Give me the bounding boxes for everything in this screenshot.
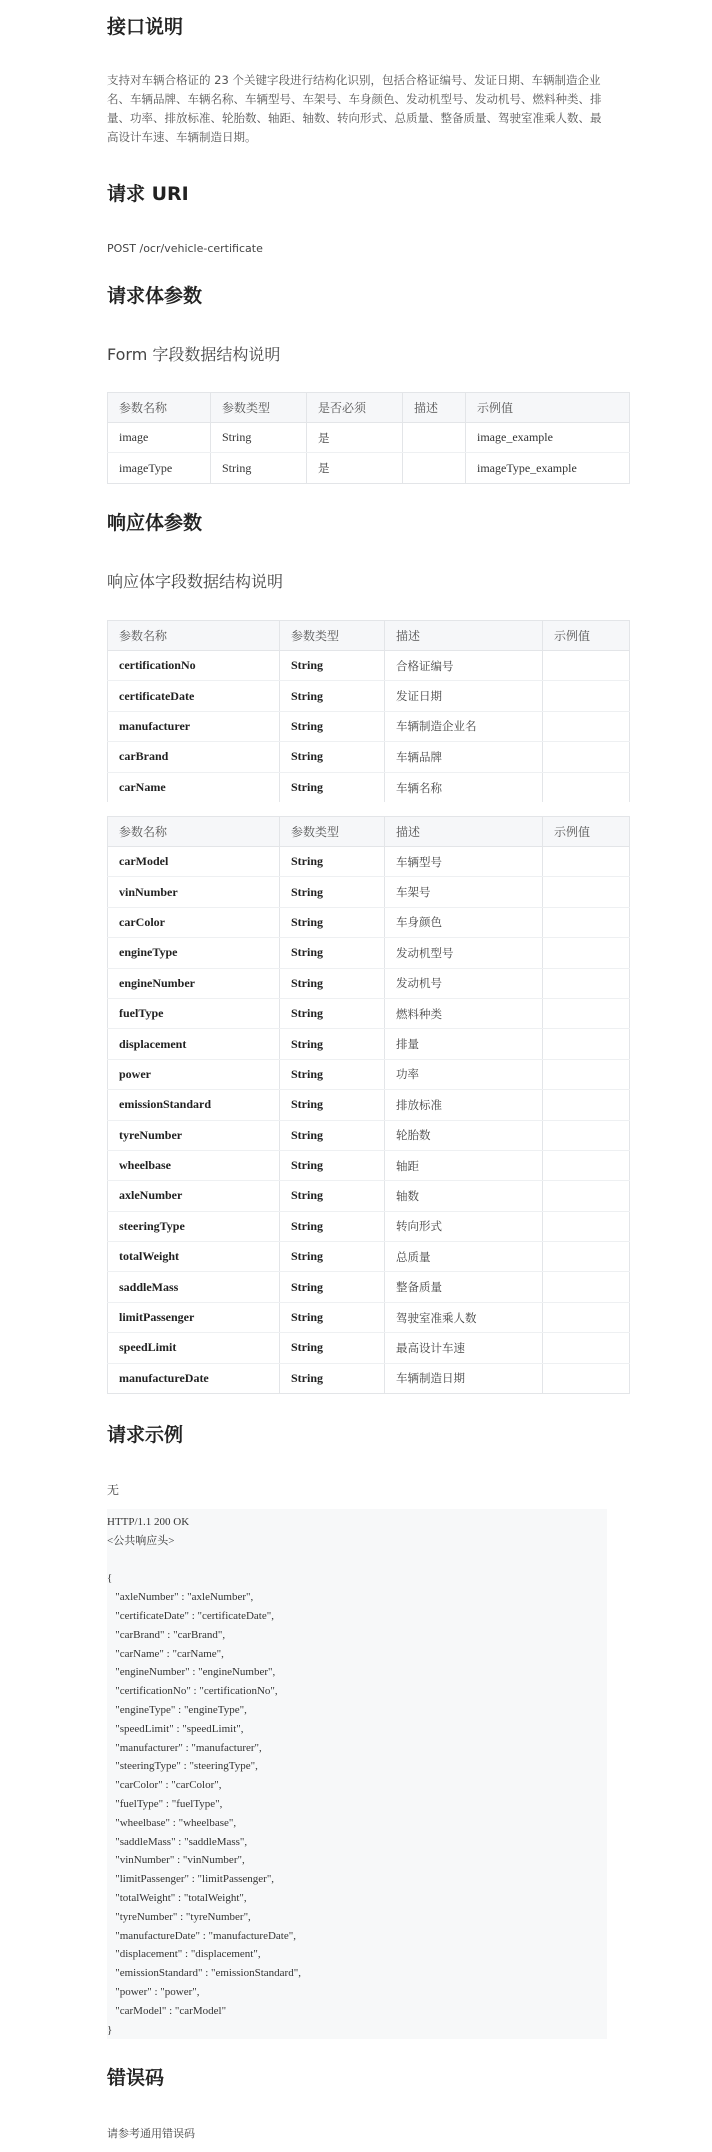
code-line: "steeringType" : "steeringType", <box>107 1760 258 1773</box>
code-line: "carBrand" : "carBrand", <box>107 1628 226 1641</box>
table-cell: String <box>280 1029 385 1059</box>
table-cell: 最高设计车速 <box>385 1333 543 1363</box>
resp2-header-example: 示例值 <box>543 817 630 847</box>
code-line: "carName" : "carName", <box>107 1647 224 1660</box>
table-cell: 车辆型号 <box>385 847 543 877</box>
table-row <box>108 1120 630 1150</box>
response-table-part2 <box>107 816 630 1394</box>
code-line: "wheelbase" : "wheelbase", <box>107 1816 237 1829</box>
code-line: "carModel" : "carModel" <box>107 2004 227 2017</box>
table-cell: steeringType <box>108 1211 280 1241</box>
table-cell: String <box>280 651 385 681</box>
table-cell: 是 <box>307 423 403 453</box>
table-cell: String <box>280 1181 385 1211</box>
table-cell: engineType <box>108 938 280 968</box>
table-cell: 车身颜色 <box>385 907 543 937</box>
table-row <box>108 711 630 741</box>
table-cell: 发证日期 <box>385 681 543 711</box>
uri-title: 请求 URI <box>107 183 189 205</box>
resp1-header-example: 示例值 <box>543 621 630 651</box>
table-cell: 车辆名称 <box>385 772 543 802</box>
table-cell: 是 <box>307 453 403 483</box>
table-cell: fuelType <box>108 998 280 1028</box>
table-row <box>108 1242 630 1272</box>
table-cell: 轮胎数 <box>385 1120 543 1150</box>
table-cell <box>543 968 630 998</box>
table-cell <box>543 1211 630 1241</box>
table-row <box>108 742 630 772</box>
table-cell: 车辆品牌 <box>385 742 543 772</box>
table-row <box>108 1211 630 1241</box>
table-cell <box>543 1059 630 1089</box>
table-cell: power <box>108 1059 280 1089</box>
response-subtitle: 响应体字段数据结构说明 <box>107 572 284 591</box>
form-table-header <box>108 393 630 423</box>
error-code-title: 错误码 <box>107 2067 165 2089</box>
table-cell: String <box>280 681 385 711</box>
table-cell <box>543 1333 630 1363</box>
table-row <box>108 1029 630 1059</box>
table-cell: 燃料种类 <box>385 998 543 1028</box>
table-cell: 合格证编号 <box>385 651 543 681</box>
table-cell: String <box>280 772 385 802</box>
table-cell <box>543 847 630 877</box>
table-cell: 转向形式 <box>385 1211 543 1241</box>
table-row <box>108 847 630 877</box>
code-line: "axleNumber" : "axleNumber", <box>107 1591 254 1604</box>
table-row <box>108 681 630 711</box>
code-line: "vinNumber" : "vinNumber", <box>107 1854 245 1867</box>
table-cell <box>543 1181 630 1211</box>
table-cell: 车架号 <box>385 877 543 907</box>
form-header-type: 参数类型 <box>211 393 307 423</box>
request-body-title: 请求体参数 <box>107 285 203 307</box>
table-cell: String <box>280 1242 385 1272</box>
request-example-title: 请求示例 <box>107 1424 184 1446</box>
table-cell: speedLimit <box>108 1333 280 1363</box>
response-body-title: 响应体参数 <box>107 512 203 534</box>
table-cell: String <box>280 1150 385 1180</box>
request-example-value: 无 <box>107 1483 120 1497</box>
code-line: "power" : "power", <box>107 1985 200 1998</box>
table-cell: vinNumber <box>108 877 280 907</box>
table-cell: carColor <box>108 907 280 937</box>
table-cell: tyreNumber <box>108 1120 280 1150</box>
table-cell: 车辆制造日期 <box>385 1363 543 1393</box>
table-cell <box>543 651 630 681</box>
table-cell: String <box>280 1090 385 1120</box>
response-example-code <box>107 1509 607 2039</box>
table-row <box>108 907 630 937</box>
table-cell: imageType_example <box>466 453 630 483</box>
table-cell: totalWeight <box>108 1242 280 1272</box>
table-cell: 排放标准 <box>385 1090 543 1120</box>
table-cell: 轴距 <box>385 1150 543 1180</box>
form-subtitle: Form 字段数据结构说明 <box>107 345 281 364</box>
uri-value: POST /ocr/vehicle-certificate <box>107 242 263 255</box>
table-cell: String <box>280 1363 385 1393</box>
table-cell: String <box>280 1211 385 1241</box>
table-cell <box>543 742 630 772</box>
resp2-header-type: 参数类型 <box>280 817 385 847</box>
code-line: "certificateDate" : "certificateDate", <box>107 1609 274 1622</box>
code-line: "limitPassenger" : "limitPassenger", <box>107 1873 275 1886</box>
table-cell: String <box>280 1333 385 1363</box>
table-cell <box>543 907 630 937</box>
table-cell: String <box>280 907 385 937</box>
resp1-table-header <box>108 621 630 651</box>
code-line: "manufacturer" : "manufacturer", <box>107 1741 262 1754</box>
code-line: "displacement" : "displacement", <box>107 1948 261 1961</box>
table-row <box>108 1333 630 1363</box>
table-cell: 驾驶室准乘人数 <box>385 1302 543 1332</box>
table-cell <box>543 1242 630 1272</box>
resp2-header-name: 参数名称 <box>108 817 280 847</box>
table-cell <box>543 938 630 968</box>
table-cell: certificationNo <box>108 651 280 681</box>
resp2-table-header <box>108 817 630 847</box>
table-cell: emissionStandard <box>108 1090 280 1120</box>
table-cell: 轴数 <box>385 1181 543 1211</box>
code-line: } <box>107 2023 113 2036</box>
code-line: "engineType" : "engineType", <box>107 1703 247 1716</box>
table-cell: carModel <box>108 847 280 877</box>
resp1-header-desc: 描述 <box>385 621 543 651</box>
table-cell <box>543 681 630 711</box>
table-cell: 整备质量 <box>385 1272 543 1302</box>
form-header-name: 参数名称 <box>108 393 211 423</box>
table-row <box>108 968 630 998</box>
table-cell: manufacturer <box>108 711 280 741</box>
table-cell: 车辆制造企业名 <box>385 711 543 741</box>
table-cell <box>543 998 630 1028</box>
table-cell: String <box>280 1272 385 1302</box>
table-cell: String <box>280 847 385 877</box>
table-row <box>108 1272 630 1302</box>
code-line: "speedLimit" : "speedLimit", <box>107 1722 244 1735</box>
table-cell: limitPassenger <box>108 1302 280 1332</box>
code-line: "manufactureDate" : "manufactureDate", <box>107 1929 296 1942</box>
table-row <box>108 1181 630 1211</box>
intro-title: 接口说明 <box>107 16 184 38</box>
table-row <box>108 1363 630 1393</box>
code-line: "emissionStandard" : "emissionStandard", <box>107 1967 301 1980</box>
table-cell: String <box>211 453 307 483</box>
code-line: "fuelType" : "fuelType", <box>107 1797 223 1810</box>
table-cell: image <box>108 423 211 453</box>
code-line: "saddleMass" : "saddleMass", <box>107 1835 248 1848</box>
table-row <box>108 453 630 483</box>
table-row <box>108 651 630 681</box>
code-line: HTTP/1.1 200 OK <box>107 1516 190 1528</box>
table-row <box>108 772 630 802</box>
table-cell: String <box>280 998 385 1028</box>
table-cell: image_example <box>466 423 630 453</box>
code-line: "engineNumber" : "engineNumber", <box>107 1666 276 1679</box>
table-cell <box>543 1363 630 1393</box>
table-cell <box>543 772 630 802</box>
table-cell: String <box>211 423 307 453</box>
table-cell: carBrand <box>108 742 280 772</box>
code-line <box>107 1551 607 1570</box>
code-line: "carColor" : "carColor", <box>107 1779 222 1792</box>
table-cell: 发动机号 <box>385 968 543 998</box>
table-cell: carName <box>108 772 280 802</box>
resp1-header-type: 参数类型 <box>280 621 385 651</box>
table-cell <box>543 1120 630 1150</box>
table-cell: manufactureDate <box>108 1363 280 1393</box>
resp1-table-body <box>108 651 630 803</box>
table-cell: engineNumber <box>108 968 280 998</box>
table-cell: certificateDate <box>108 681 280 711</box>
table-cell <box>543 1150 630 1180</box>
table-cell: String <box>280 742 385 772</box>
table-cell: wheelbase <box>108 1150 280 1180</box>
table-cell <box>543 711 630 741</box>
form-header-required: 是否必须 <box>307 393 403 423</box>
table-row <box>108 1302 630 1332</box>
code-line: { <box>107 1572 113 1585</box>
form-table-body <box>108 423 630 484</box>
code-line: "tyreNumber" : "tyreNumber", <box>107 1910 251 1923</box>
error-code-text: 请参考通用错误码 <box>107 2127 195 2140</box>
table-row <box>108 1059 630 1089</box>
table-cell: 发动机型号 <box>385 938 543 968</box>
table-cell: 排量 <box>385 1029 543 1059</box>
table-cell <box>543 1029 630 1059</box>
form-header-desc: 描述 <box>403 393 466 423</box>
table-cell <box>543 877 630 907</box>
table-row <box>108 1150 630 1180</box>
table-cell <box>543 1302 630 1332</box>
table-row <box>108 877 630 907</box>
table-row <box>108 938 630 968</box>
resp1-header-name: 参数名称 <box>108 621 280 651</box>
table-cell: String <box>280 1059 385 1089</box>
form-header-example: 示例值 <box>466 393 630 423</box>
table-cell: String <box>280 711 385 741</box>
table-cell: String <box>280 968 385 998</box>
table-cell: saddleMass <box>108 1272 280 1302</box>
table-cell <box>403 423 466 453</box>
code-line: "certificationNo" : "certificationNo", <box>107 1685 278 1698</box>
table-row <box>108 998 630 1028</box>
table-cell <box>543 1090 630 1120</box>
intro-text: 支持对车辆合格证的 23 个关键字段进行结构化识别，包括合格证编号、发证日期、车辆制造企业名、车辆品牌、车辆名称、车辆型号、车架号、车身颜色、发动机型号、发动机号、燃料种类、排量、功率、排放标准、轮胎数、轴距、轴数、转向形式、总质量、整备质量、驾驶室准乘人数、最高设计车速、车辆制造日期。 <box>107 73 602 144</box>
table-cell: displacement <box>108 1029 280 1059</box>
code-line: <公共响应头> <box>107 1534 175 1547</box>
table-cell <box>543 1272 630 1302</box>
table-cell: String <box>280 938 385 968</box>
table-cell: String <box>280 877 385 907</box>
table-cell: String <box>280 1302 385 1332</box>
code-line: "totalWeight" : "totalWeight", <box>107 1891 247 1904</box>
table-cell: String <box>280 1120 385 1150</box>
table-cell: 总质量 <box>385 1242 543 1272</box>
table-cell: axleNumber <box>108 1181 280 1211</box>
resp2-header-desc: 描述 <box>385 817 543 847</box>
response-table-part1 <box>107 620 630 802</box>
table-cell: 功率 <box>385 1059 543 1089</box>
resp2-table-body <box>108 847 630 1394</box>
table-cell: imageType <box>108 453 211 483</box>
table-row <box>108 1090 630 1120</box>
form-field-table <box>107 392 630 484</box>
table-cell <box>403 453 466 483</box>
table-row <box>108 423 630 453</box>
